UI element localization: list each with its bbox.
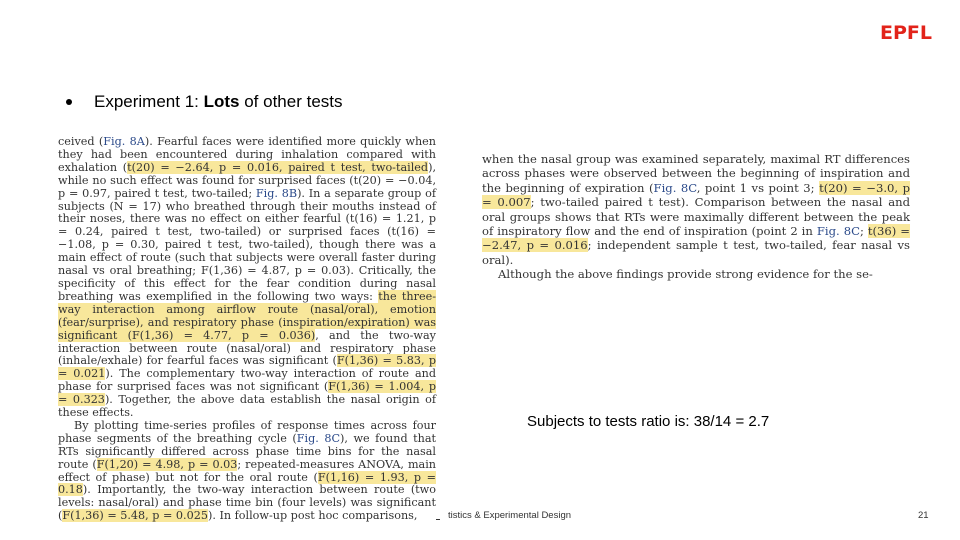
highlighted-statistic: t(36) = −2.47, p = 0.016 bbox=[482, 224, 911, 253]
bullet-suffix: of other tests bbox=[239, 92, 343, 111]
footer-course-title: tistics & Experimental Design bbox=[448, 510, 572, 521]
highlighted-statistic: F(1,36) = 1.004, p = 0.323 bbox=[58, 380, 436, 407]
figure-reference: Fig. 8C bbox=[653, 180, 697, 195]
highlighted-statistic: F(1,20) = 4.98, p = 0.03 bbox=[96, 457, 238, 471]
figure-reference: Fig. 8A bbox=[103, 135, 145, 148]
bullet-text bbox=[94, 92, 343, 112]
excerpt-left-paragraph-2: By plotting time-series profiles of response times across four phase segments of the breathing cycle (Fig. 8C), we found that RTs significantly differed across phase time bins for the nasal route (F(1,20) = 4.98, p = 0.03; repeated-measures ANOVA, main effect of phase) but not for the oral route (F(1,16) = 1.93, p = 0.18). Importantly, the two-way interaction between route (two levels: nasal/oral) and phase time bin (four levels) was significant (F(1,36) = 5.48, p = 0.025). In follow-up post hoc comparisons, bbox=[58, 418, 437, 523]
excerpt-right-paragraph-1: when the nasal group was examined separately, maximal RT differences across phases were observed between the beginning of inspiration and the beginning of expiration (Fig. 8C, point 1 vs point 3; t(20) = −3.0, p = 0.007; two-tailed paired t test). Comparison between the nasal and oral groups shows that RTs were maximally different between the peak of inspiratory flow and the end of inspiration (point 2 in Fig. 8C; t(36) = −2.47, p = 0.016; independent sample t test, two-tailed, fear nasal vs oral). bbox=[482, 152, 911, 267]
highlighted-statistic: F(1,16) = 1.93, p = 0.18 bbox=[58, 470, 436, 497]
highlighted-statistic: F(1,36) = 5.48, p = 0.025 bbox=[62, 509, 208, 523]
bullet-dot-icon bbox=[66, 99, 72, 105]
highlighted-statistic: t(20) = −3.0, p = 0.007 bbox=[482, 180, 910, 210]
subjects-ratio-text: Subjects to tests ratio is: 38/14 = 2.7 bbox=[527, 413, 770, 430]
highlighted-statistic: t(20) = −2.64, p = 0.016, paired t test, two-tailed bbox=[127, 160, 429, 174]
highlighted-statistic: F(1,36) = 5.83, p = 0.021 bbox=[58, 354, 436, 381]
slide-bullet bbox=[66, 90, 343, 114]
excerpt-right-paragraph-2: Although the above findings provide strong evidence for the se- bbox=[498, 267, 873, 282]
bullet-prefix: Experiment 1: bbox=[94, 92, 204, 111]
excerpt-left-paragraph-1: ceived (Fig. 8A). Fearful faces were identified more quickly when they had been encountered during inhalation compared with exhalation (t(20) = −2.64, p = 0.016, paired t test, two-tailed), while no such effect was found for surprised faces (t(20) = −0.04, p = 0.97, paired t test, two-tailed; Fig. 8B). In a separate group of subjects (N = 17) who breathed through their mouths instead of their noses, there was no effect on either fearful (t(16) = 1.21, p = 0.24, paired t test, two-tailed) or surprised faces (t(16) = −1.08, p = 0.30, paired t test, two-tailed), though there was a main effect of route (such that subjects were overall faster during nasal vs oral breathing; F(1,36) = 4.87, p = 0.03). Critically, the specificity of this effect for the fear condition during nasal breathing was exemplified in the following two ways: the three-way interaction among airflow route (nasal/oral), emotion (fear/surprise), and respiratory phase (inspiration/expiration) was significant (F(1,36) = 4.77, p = 0.036), and the two-way interaction between route (nasal/oral) and respiratory phase (inhale/exhale) for fearful faces was significant (F(1,36) = 5.83, p = 0.021). The complementary two-way interaction of route and phase for surprised faces was not significant (F(1,36) = 1.004, p = 0.323). Together, the above data establish the nasal origin of these effects. bbox=[58, 135, 436, 420]
figure-reference: Fig. 8B bbox=[255, 186, 298, 200]
bullet-bold: Lots bbox=[203, 92, 240, 111]
highlighted-statistic: the three-way interaction among airflow route (nasal/oral), emotion (fear/surprise), and respiratory phase (inspiration/expiration) was significant (F(1,36) = 4.77, p = 0.036) bbox=[58, 289, 436, 342]
page-number: 21 bbox=[918, 510, 929, 521]
figure-reference: Fig. 8C bbox=[816, 224, 860, 239]
epfl-logo: EPFL bbox=[880, 22, 932, 44]
figure-reference: Fig. 8C bbox=[296, 431, 341, 445]
footer-tick bbox=[436, 519, 440, 520]
paper-excerpt-right bbox=[482, 152, 911, 282]
paper-excerpt-left bbox=[58, 135, 437, 523]
